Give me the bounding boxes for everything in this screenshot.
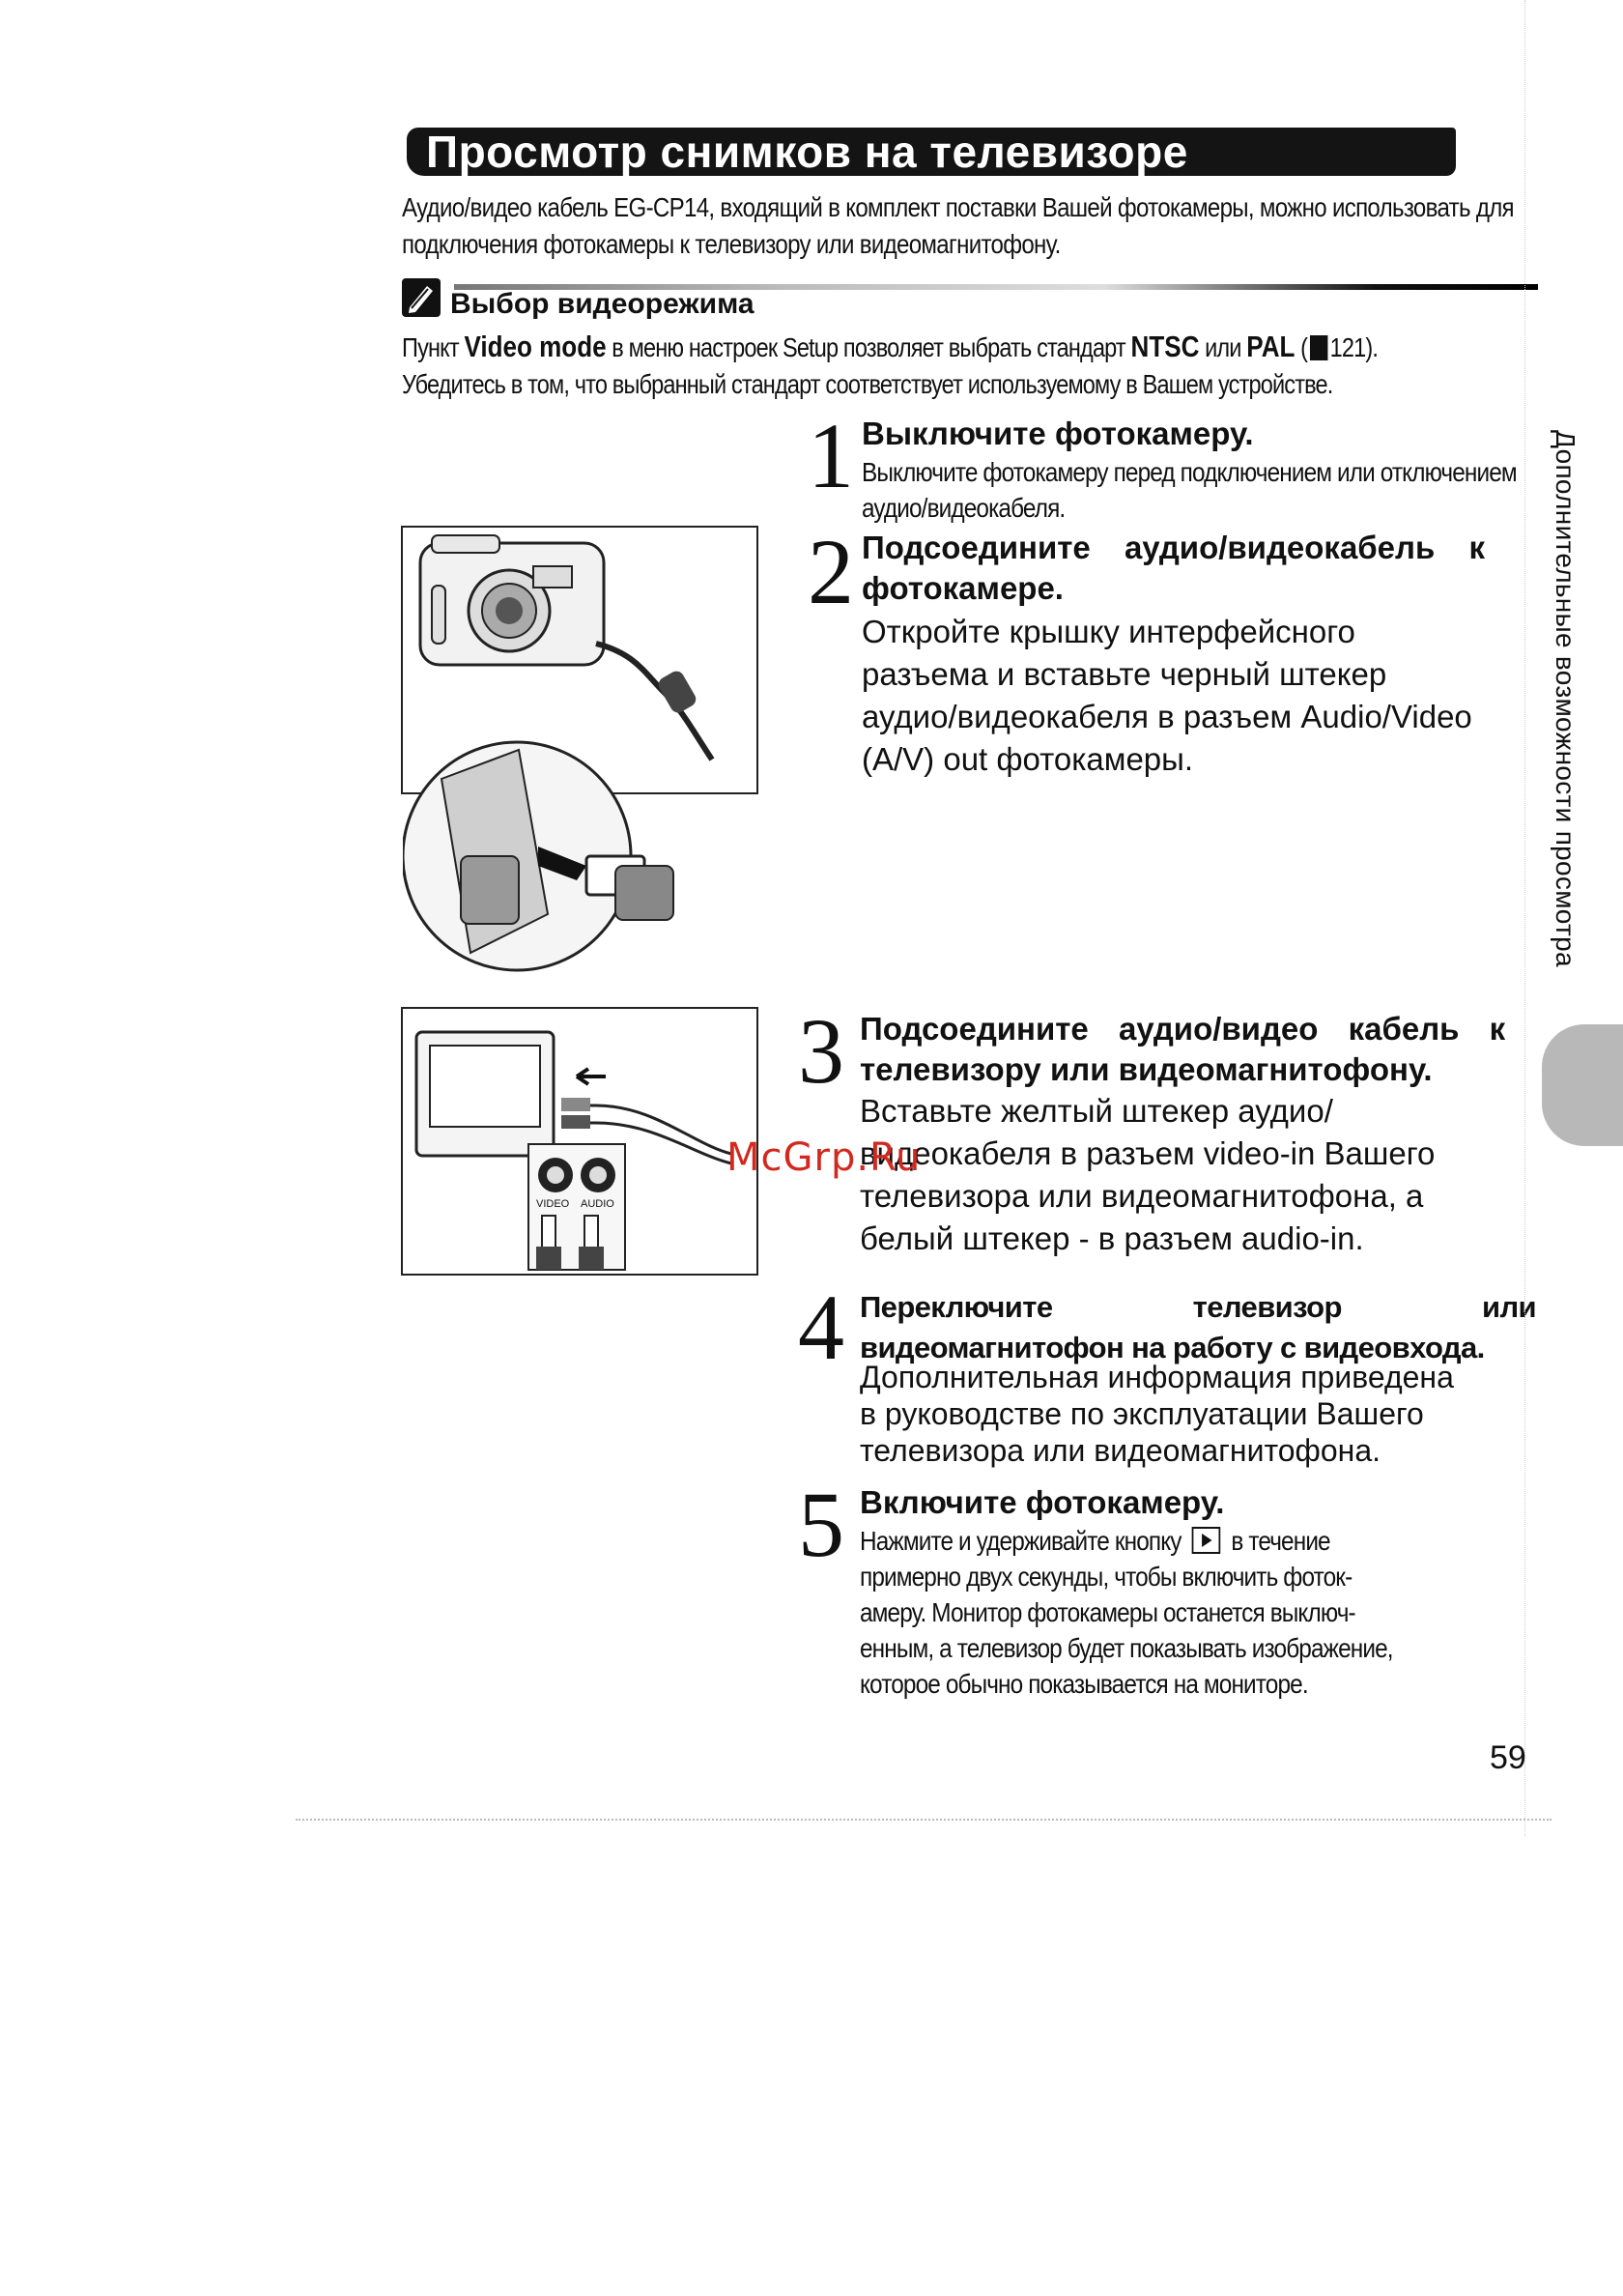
watermark: McGrp.Ru [726, 1135, 922, 1180]
pencil-icon [402, 278, 441, 317]
step-2-body-line: аудио/видеокабеля в разъем Audio/Video [862, 699, 1472, 734]
note-text: в меню настроек Setup позволяет выбрать стандарт [606, 332, 1131, 362]
step-5-body-line: енным, а телевизор будет показывать изображение, [860, 1633, 1393, 1663]
step-2-body-line: Откройте крышку интерфейсного [862, 614, 1355, 649]
step-4-heading-word: Переключите [860, 1290, 1053, 1324]
section-side-tab-label [1546, 430, 1584, 1010]
step-4-heading-word: телевизор [1192, 1290, 1342, 1324]
page-reference: 121 [1329, 332, 1366, 362]
video-jack-label: VIDEO [536, 1198, 570, 1210]
note-text: ). [1365, 332, 1379, 362]
step-3-heading-line2: телевизору или видеомагнитофону. [860, 1051, 1433, 1087]
step-4-number: 4 [798, 1276, 844, 1379]
note-line-2: Убедитесь в том, что выбранный стандарт соответствует используемому в Вашем устройстве. [402, 369, 1333, 399]
step-4-heading [860, 1287, 1536, 1368]
note-text: Пункт [402, 332, 465, 362]
step-2-body [862, 611, 1557, 781]
page-bottom-rule [296, 1819, 1552, 1822]
step-4-heading-word: или [1481, 1290, 1536, 1324]
side-tab-text: Дополнительные возможности просмотра [1551, 430, 1580, 967]
page-number: 59 [1490, 1739, 1526, 1776]
note-text: или [1199, 332, 1247, 362]
step-2-heading-line1: Подсоедините аудио/видеокабель к [862, 530, 1485, 565]
step-5-heading: Включите фотокамеру. [860, 1484, 1225, 1520]
step-3-number: 3 [798, 999, 844, 1103]
section-side-tab-marker [1542, 1024, 1623, 1146]
play-icon [1192, 1527, 1221, 1554]
note-body [402, 329, 1554, 403]
step-5-number: 5 [798, 1473, 844, 1576]
step-4-body [860, 1359, 1555, 1469]
step-3-heading [860, 1009, 1546, 1090]
step-3-body-line: телевизора или видеомагнитофона, а [860, 1178, 1424, 1214]
step-5-body-text: Нажмите и удерживайте кнопку [860, 1526, 1187, 1556]
step-5-body-line: амеру. Монитор фотокамеры останется выключ- [860, 1597, 1355, 1627]
step-5-body-line: которое обычно показывается на мониторе. [860, 1669, 1308, 1699]
step-2-heading-line2: фотокамере. [862, 570, 1064, 606]
ntsc-term: NTSC [1130, 330, 1200, 363]
camera-connection-figure [401, 526, 758, 794]
step-5-body-text: в течение [1225, 1526, 1330, 1556]
step-3-heading-line1: Подсоедините аудио/видео кабель к [860, 1011, 1506, 1047]
step-3-body-line: белый штекер - в разъем audio-in. [860, 1220, 1364, 1256]
audio-jack-label: AUDIO [581, 1198, 614, 1210]
step-1-heading: Выключите фотокамеру. [862, 416, 1254, 451]
step-4-body-line: Дополнительная информация приведена [860, 1360, 1454, 1394]
page-title: Просмотр снимков на телевизоре [426, 127, 1188, 177]
tv-connection-figure [401, 1007, 758, 1276]
step-5-body-line: примерно двух секунды, чтобы включить фоток- [860, 1562, 1352, 1592]
step-4-heading-line2: видеомагнитофон на работу с видеовхода. [860, 1331, 1485, 1364]
step-2-number: 2 [808, 520, 854, 623]
step-2-body-line: (A/V) out фотокамеры. [862, 741, 1194, 777]
step-1-body: Выключите фотокамеру перед подключением или отключением аудио/видеокабеля. [862, 457, 1517, 523]
step-4-body-line: в руководстве по эксплуатации Вашего [860, 1396, 1424, 1431]
video-mode-term: Video mode [464, 330, 607, 363]
step-3-body-line: видеокабеля в разъем video-in Вашего [860, 1135, 1436, 1171]
step-5-body [860, 1523, 1532, 1702]
step-4-body-line: телевизора или видеомагнитофона. [860, 1433, 1381, 1468]
note-text: ( [1295, 332, 1308, 362]
step-2-body-line: разъема и вставьте черный штекер [862, 656, 1387, 692]
step-2-heading [862, 528, 1538, 609]
intro-paragraph: Аудио/видео кабель EG-CP14, входящий в комплект поставки Вашей фотокамеры, можно использовать для подключения фотокамеры к телевизору или видеомагнитофону. [402, 192, 1514, 259]
setup-menu-icon [1310, 335, 1327, 360]
note-title: Выбор видеорежима [450, 288, 755, 320]
page-edge-line [1524, 0, 1525, 1836]
step-3-body-line: Вставьте желтый штекер аудио/ [860, 1093, 1333, 1129]
step-3-body [860, 1090, 1555, 1260]
step-1-number: 1 [808, 404, 854, 507]
page-title-bar [407, 128, 1456, 176]
pal-term: PAL [1246, 330, 1296, 363]
